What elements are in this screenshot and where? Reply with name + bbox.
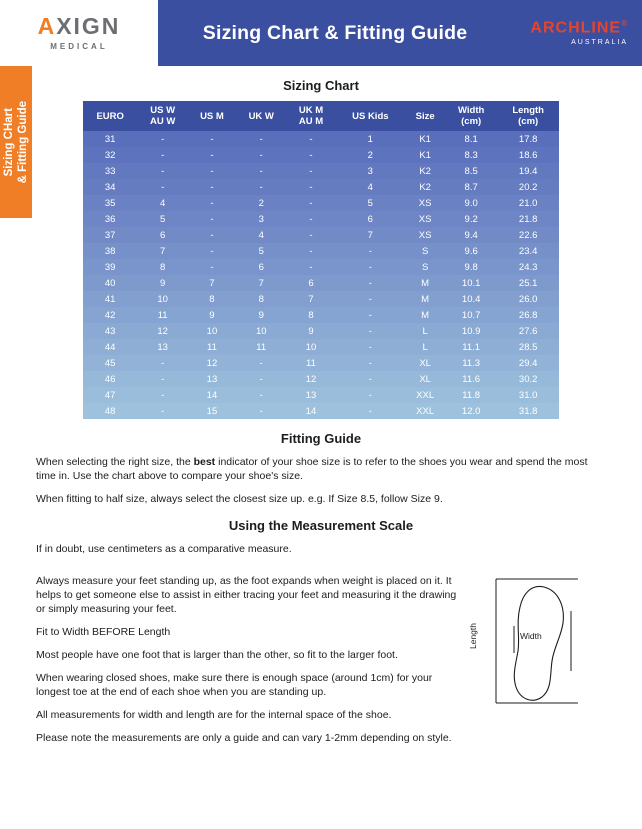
table-cell: 8: [137, 259, 188, 275]
table-cell: -: [137, 179, 188, 195]
table-cell: K2: [405, 163, 445, 179]
table-cell: 31.8: [497, 403, 559, 419]
table-column-header: Size: [405, 101, 445, 131]
table-cell: 11.3: [445, 355, 497, 371]
table-cell: 35: [83, 195, 137, 211]
table-cell: 8: [287, 307, 336, 323]
table-cell: 8: [188, 291, 236, 307]
table-cell: 2: [236, 195, 287, 211]
table-cell: -: [137, 355, 188, 371]
table-cell: -: [188, 147, 236, 163]
table-cell: 5: [137, 211, 188, 227]
table-column-header: US W AU W: [137, 101, 188, 131]
table-cell: 33: [83, 163, 137, 179]
table-cell: M: [405, 307, 445, 323]
table-cell: -: [287, 243, 336, 259]
measurement-paragraph-5: When wearing closed shoes, make sure there is enough space (around 1cm) for your longest toe at the end of each shoe when you are standing up.: [36, 672, 433, 698]
table-cell: -: [335, 403, 405, 419]
page-title: Sizing Chart & Fitting Guide: [202, 21, 468, 44]
table-cell: -: [335, 339, 405, 355]
table-cell: 10: [137, 291, 188, 307]
table-cell: -: [236, 387, 287, 403]
table-cell: 10: [236, 323, 287, 339]
table-cell: 9: [287, 323, 336, 339]
table-cell: -: [236, 355, 287, 371]
table-cell: -: [188, 243, 236, 259]
fitting-guide-title: Fitting Guide: [280, 431, 362, 446]
table-row: [83, 291, 559, 307]
table-cell: -: [335, 307, 405, 323]
foot-measurement-diagram: [466, 571, 606, 711]
archline-logo-subtitle: AUSTRALIA: [571, 39, 628, 47]
axign-logo-rest: XIGN: [56, 13, 121, 39]
table-cell: 45: [83, 355, 137, 371]
table-cell: 29.4: [497, 355, 559, 371]
diagram-width-label: Width: [520, 631, 542, 641]
table-cell: 48: [83, 403, 137, 419]
table-cell: 12: [137, 323, 188, 339]
archline-registered-mark: ®: [621, 18, 628, 28]
measurement-paragraph-2: Always measure your feet standing up, as the foot expands when weight is placed on it. It helps to get someone else to assist in either tracing your feet and measuring it the drawing or simply measuring your feet.: [36, 575, 457, 615]
table-cell: 47: [83, 387, 137, 403]
measurement-text-column: [36, 565, 466, 754]
axign-logo-subtitle: MEDICAL: [50, 42, 108, 51]
table-cell: 11: [137, 307, 188, 323]
table-cell: 40: [83, 275, 137, 291]
table-cell: 23.4: [497, 243, 559, 259]
table-cell: 8: [236, 291, 287, 307]
table-row: [83, 387, 559, 403]
archline-logo-text: ARCHLINE: [530, 19, 622, 37]
table-column-header: UK W: [236, 101, 287, 131]
table-cell: 4: [335, 179, 405, 195]
table-cell: -: [236, 179, 287, 195]
table-cell: 31.0: [497, 387, 559, 403]
table-cell: 9: [137, 275, 188, 291]
table-row: [83, 179, 559, 195]
table-cell: 9: [236, 307, 287, 323]
fitting-guide-paragraph-2: When fitting to half size, always select the closest size up. e.g. If Size 8.5, follow Size 9.: [36, 493, 443, 505]
measurement-paragraph-6: All measurements for width and length are for the internal space of the shoe.: [36, 709, 392, 721]
side-tab-label: Sizing CHart & Fitting Guide: [3, 100, 29, 184]
measurement-scale-title: Using the Measurement Scale: [228, 518, 414, 533]
table-cell: -: [287, 163, 336, 179]
table-cell: K1: [405, 147, 445, 163]
archline-logo: [502, 20, 642, 46]
table-cell: -: [236, 147, 287, 163]
table-cell: -: [287, 227, 336, 243]
table-cell: 30.2: [497, 371, 559, 387]
fitting-p1-emphasis: best: [193, 456, 216, 468]
table-cell: -: [236, 163, 287, 179]
table-cell: K2: [405, 179, 445, 195]
table-cell: 43: [83, 323, 137, 339]
table-cell: 37: [83, 227, 137, 243]
table-cell: -: [236, 131, 287, 147]
table-cell: 11.1: [445, 339, 497, 355]
table-row: [83, 275, 559, 291]
table-row: [83, 403, 559, 419]
table-column-header: Length (cm): [497, 101, 559, 131]
table-cell: 34: [83, 179, 137, 195]
table-cell: 21.8: [497, 211, 559, 227]
table-cell: -: [335, 323, 405, 339]
table-cell: 7: [335, 227, 405, 243]
table-cell: -: [287, 147, 336, 163]
table-cell: 13: [188, 371, 236, 387]
table-row: [83, 211, 559, 227]
table-cell: 6: [287, 275, 336, 291]
table-row: [83, 195, 559, 211]
table-cell: 21.0: [497, 195, 559, 211]
table-cell: 8.7: [445, 179, 497, 195]
table-row: [83, 355, 559, 371]
table-cell: 36: [83, 211, 137, 227]
table-cell: 10.4: [445, 291, 497, 307]
table-cell: 11: [236, 339, 287, 355]
table-column-header: US Kids: [335, 101, 405, 131]
table-cell: 38: [83, 243, 137, 259]
foot-outline-icon: [466, 571, 606, 711]
table-cell: 7: [287, 291, 336, 307]
measurement-paragraph-1: If in doubt, use centimeters as a comparative measure.: [36, 543, 292, 555]
table-cell: 27.6: [497, 323, 559, 339]
table-cell: -: [137, 371, 188, 387]
table-cell: 5: [335, 195, 405, 211]
table-cell: -: [137, 387, 188, 403]
table-cell: XS: [405, 195, 445, 211]
table-cell: 18.6: [497, 147, 559, 163]
table-cell: 4: [236, 227, 287, 243]
table-row: [83, 339, 559, 355]
table-header-row: [83, 101, 559, 131]
table-cell: 14: [188, 387, 236, 403]
table-cell: 14: [287, 403, 336, 419]
table-cell: 3: [335, 163, 405, 179]
table-cell: XXL: [405, 403, 445, 419]
table-column-header: UK M AU M: [287, 101, 336, 131]
table-cell: 13: [287, 387, 336, 403]
table-cell: 7: [137, 243, 188, 259]
axign-logo-a: A: [37, 13, 57, 39]
table-cell: 25.1: [497, 275, 559, 291]
table-row: [83, 323, 559, 339]
table-cell: -: [287, 131, 336, 147]
table-cell: -: [335, 291, 405, 307]
table-cell: 9: [188, 307, 236, 323]
measurement-paragraph-7: Please note the measurements are only a guide and can vary 1-2mm depending on style.: [36, 732, 452, 744]
table-cell: K1: [405, 131, 445, 147]
table-row: [83, 163, 559, 179]
measurement-section: [36, 565, 606, 754]
table-cell: 10: [287, 339, 336, 355]
fitting-p1-part1: When selecting the right size, the: [36, 456, 194, 468]
table-cell: -: [137, 131, 188, 147]
table-cell: 46: [83, 371, 137, 387]
table-cell: M: [405, 291, 445, 307]
table-cell: 7: [188, 275, 236, 291]
table-cell: 1: [335, 131, 405, 147]
fitting-p1-part2: indicator of your shoe size is to refer to the shoes you wear and spend the most time in. Use the chart above to compare your shoe's size.: [36, 456, 588, 482]
table-cell: -: [188, 163, 236, 179]
table-body: [83, 131, 559, 419]
table-cell: 11: [287, 355, 336, 371]
table-cell: -: [188, 259, 236, 275]
table-cell: XL: [405, 371, 445, 387]
table-cell: -: [188, 179, 236, 195]
diagram-length-label: Length: [468, 623, 478, 649]
table-cell: 10.1: [445, 275, 497, 291]
table-cell: -: [188, 195, 236, 211]
table-cell: 8.3: [445, 147, 497, 163]
table-cell: 9.2: [445, 211, 497, 227]
table-cell: 6: [137, 227, 188, 243]
table-cell: L: [405, 323, 445, 339]
table-row: [83, 307, 559, 323]
table-cell: 12: [188, 355, 236, 371]
measurement-paragraph-3: Fit to Width BEFORE Length: [36, 626, 171, 638]
table-cell: -: [335, 355, 405, 371]
table-cell: 22.6: [497, 227, 559, 243]
table-cell: 11: [188, 339, 236, 355]
measurement-paragraph-4: Most people have one foot that is larger than the other, so fit to the larger foot.: [36, 649, 398, 661]
table-row: [83, 131, 559, 147]
table-cell: 15: [188, 403, 236, 419]
fitting-guide-paragraph-1: [36, 455, 606, 483]
table-cell: 10.9: [445, 323, 497, 339]
table-cell: 8.5: [445, 163, 497, 179]
table-cell: S: [405, 259, 445, 275]
table-cell: 9.4: [445, 227, 497, 243]
table-column-header: EURO: [83, 101, 137, 131]
table-cell: 6: [236, 259, 287, 275]
archline-wordmark: [502, 20, 628, 36]
table-cell: 39: [83, 259, 137, 275]
table-column-header: US M: [188, 101, 236, 131]
table-cell: 9.8: [445, 259, 497, 275]
table-cell: 12: [287, 371, 336, 387]
table-cell: S: [405, 243, 445, 259]
axign-logo: [0, 0, 158, 66]
table-cell: -: [335, 243, 405, 259]
table-cell: -: [188, 131, 236, 147]
table-cell: -: [287, 195, 336, 211]
table-cell: M: [405, 275, 445, 291]
table-cell: 19.4: [497, 163, 559, 179]
table-cell: XS: [405, 211, 445, 227]
table-cell: 8.1: [445, 131, 497, 147]
table-cell: 4: [137, 195, 188, 211]
table-cell: 9.6: [445, 243, 497, 259]
table-cell: 2: [335, 147, 405, 163]
table-cell: -: [335, 387, 405, 403]
table-cell: 7: [236, 275, 287, 291]
table-column-header: Width (cm): [445, 101, 497, 131]
table-cell: L: [405, 339, 445, 355]
table-cell: -: [335, 371, 405, 387]
table-cell: -: [236, 403, 287, 419]
table-cell: XS: [405, 227, 445, 243]
table-cell: -: [137, 403, 188, 419]
table-cell: 32: [83, 147, 137, 163]
table-cell: -: [137, 163, 188, 179]
axign-wordmark: [38, 15, 121, 38]
table-cell: 5: [236, 243, 287, 259]
table-cell: 11.6: [445, 371, 497, 387]
table-cell: 44: [83, 339, 137, 355]
table-cell: -: [287, 259, 336, 275]
table-cell: -: [287, 211, 336, 227]
table-cell: 6: [335, 211, 405, 227]
table-cell: 10: [188, 323, 236, 339]
table-cell: XL: [405, 355, 445, 371]
sizing-chart-title: Sizing Chart: [283, 78, 359, 93]
table-cell: 28.5: [497, 339, 559, 355]
document-body: [0, 78, 642, 754]
table-cell: -: [188, 227, 236, 243]
table-cell: 13: [137, 339, 188, 355]
table-cell: 24.3: [497, 259, 559, 275]
side-tab: [0, 66, 32, 218]
table-cell: 11.8: [445, 387, 497, 403]
sizing-chart-table: [83, 101, 559, 419]
table-cell: 10.7: [445, 307, 497, 323]
table-cell: 26.0: [497, 291, 559, 307]
table-row: [83, 259, 559, 275]
table-cell: -: [236, 371, 287, 387]
table-cell: XXL: [405, 387, 445, 403]
table-cell: 20.2: [497, 179, 559, 195]
table-row: [83, 243, 559, 259]
table-cell: -: [188, 211, 236, 227]
table-cell: -: [137, 147, 188, 163]
table-cell: -: [287, 179, 336, 195]
table-cell: 31: [83, 131, 137, 147]
table-cell: -: [335, 259, 405, 275]
table-cell: 41: [83, 291, 137, 307]
table-row: [83, 371, 559, 387]
table-cell: 9.0: [445, 195, 497, 211]
table-row: [83, 227, 559, 243]
table-cell: 26.8: [497, 307, 559, 323]
table-cell: 12.0: [445, 403, 497, 419]
table-cell: 3: [236, 211, 287, 227]
table-cell: 42: [83, 307, 137, 323]
table-row: [83, 147, 559, 163]
page-header: [0, 0, 642, 66]
table-cell: 17.8: [497, 131, 559, 147]
table-cell: -: [335, 275, 405, 291]
